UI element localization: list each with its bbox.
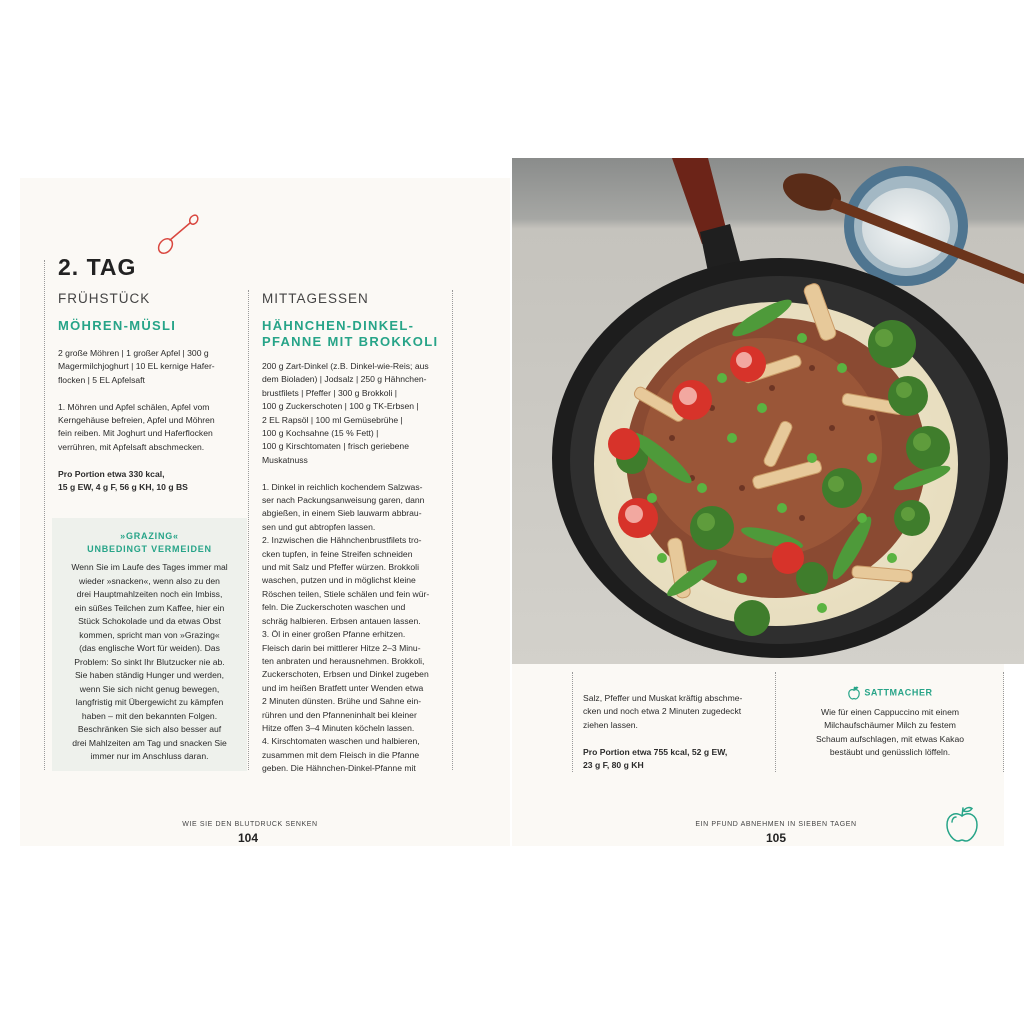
info-line: drei Hauptmahlzeiten noch ein Imbiss, [76,589,223,599]
breakfast-label: FRÜHSTÜCK [58,291,151,306]
apple-icon [944,805,980,843]
page-number: 105 [765,831,787,845]
ingredients-line: flocken | 5 EL Apfelsaft [58,374,145,385]
column-rule [1003,672,1004,772]
step-line: 4. Kirschtomaten waschen und halbieren, [262,736,420,747]
sattmacher-label: SATTMACHER [864,687,933,698]
step-line: schräg halbieren. Erbsen antauen lassen. [262,615,421,626]
ingredients-line: 100 g Zuckerschoten | 100 g TK-Erbsen | [262,401,419,412]
nutrition-line: Pro Portion etwa 330 kcal, [58,468,165,479]
step-line: Röschen teilen, Stiele schälen und fein wür- [262,588,430,599]
info-line: wieder »snacken«, wenn also zu den [79,575,220,586]
step-line: cken tupfen, in feine Streifen schneiden [262,548,413,559]
step-line: Zuckerschoten, Erbsen und Dinkel zugeben [262,669,429,680]
nutrition-line: Pro Portion etwa 755 kcal, 52 g EW, [583,746,728,757]
step-line: ten anbraten und herausnehmen. Brokkoli, [262,655,425,666]
step-line: waschen, putzen und in möglichst kleine [262,575,416,586]
info-line: Beschränken Sie sich also besser auf [77,724,222,734]
step-line: ziehen lassen. [583,719,638,730]
info-line: drei Mahlzeiten am Tag und snacken Sie [72,737,227,748]
step-line: Salz, Pfeffer und Muskat kräftig abschme- [583,693,743,703]
recipe-continued [583,692,768,772]
step-line: sen und gut abtropfen lassen. [262,521,376,532]
step-line: cken und noch etwa 2 Minuten zugedeckt [583,706,742,717]
nutrition-line: 23 g F, 80 g KH [583,760,644,771]
step-line: geben. Die Hähnchen-Dinkel-Pfanne mit [262,763,416,774]
column-rule [452,290,453,770]
step-line: rühren und den Pfanneninhalt bei kleiner [262,709,417,720]
step-line: und im heißen Bratfett unter Wenden etwa [262,682,424,693]
nutrition-line: 15 g EW, 4 g F, 56 g KH, 10 g BS [58,482,188,493]
lunch-title-line: HÄHNCHEN-DINKEL- [262,318,415,333]
lunch-title-line: PFANNE MIT BROKKOLI [262,334,439,349]
apple-icon [847,686,861,700]
info-line: haben – mit den bekannten Folgen. [81,710,218,721]
ingredients-line: Muskatnuss [262,454,308,465]
column-rule [572,672,573,772]
sattmacher-title [800,686,980,700]
step-line: verrühren, mit Apfelsaft abschmecken. [58,441,205,452]
step-line: 1. Dinkel in reichlich kochendem Salzwas- [262,481,423,492]
step-line: abgießen, in einem Sieb lauwarm abbrau- [262,508,422,519]
step-line: 2 Minuten dünsten. Brühe und Sahne ein- [262,696,422,707]
ingredients-line: 2 große Möhren | 1 großer Apfel | 300 g [58,348,209,358]
step-line: 1. Möhren und Apfel schälen, Apfel vom [58,401,210,412]
sattmacher-line: Schaum aufschlagen, mit etwas Kakao [815,733,965,744]
ingredients-line: 200 g Zart-Dinkel (z.B. Dinkel-wie-Reis; aus [262,361,429,371]
step-line: Kerngehäuse befreien, Apfel und Möhren [58,415,215,426]
ingredients-line: 100 g Kochsahne (15 % Fett) | [262,428,379,439]
food-photo [512,158,1024,664]
info-line: kommen, spricht man von »Grazing« [79,629,220,640]
running-footer: WIE SIE DEN BLUTDRUCK SENKEN [182,821,318,828]
sattmacher-line: Milchaufschäumer Milch zu festem [824,720,956,731]
step-line: 3. Öl in einer großen Pfanne erhitzen. [262,629,406,640]
breakfast-recipe-title: MÖHREN-MÜSLI [58,318,177,333]
info-line: Wenn Sie im Laufe des Tages immer mal [71,562,228,572]
step-line: feln. Die Zuckerschoten waschen und [262,602,406,613]
info-box-title [52,530,247,556]
step-line: 2. Inzwischen die Hähnchenbrustfilets tro- [262,535,422,546]
info-box-text [58,561,241,764]
ingredients-line: Magermilchjoghurt | 10 EL kernige Hafer- [58,361,215,372]
sattmacher-text [795,706,985,760]
info-line: Problem: So sinkt Ihr Blutzucker nie ab. [74,656,225,667]
info-line: immer nur im Anschluss daran. [90,751,209,761]
step-line: zusammen mit dem Fleisch in die Pfanne [262,749,420,760]
step-line: ser nach Packungsanweisung garen, dann [262,495,425,506]
lunch-recipe-title [262,318,438,350]
column-rule [248,290,249,770]
column-rule [44,260,45,770]
lunch-label: MITTAGESSEN [262,291,369,306]
column-rule [775,672,776,772]
info-line: Sie haben ständig Hunger und werden, [74,670,225,680]
ingredients-line: 100 g Kirschtomaten | frisch geriebene [262,441,409,452]
info-line: (das englische Wort für weiden). Das [79,643,220,653]
info-box-title-line: UNBEDINGT VERMEIDEN [87,544,212,554]
step-line: Hitze offen 3–4 Minuten köcheln lassen. [262,722,415,733]
ingredients-line: brustfilets | Pfeffer | 300 g Brokkoli | [262,387,398,398]
page-number: 104 [237,831,259,845]
info-line: langfristig mit Übergewicht zu kämpfen [75,697,224,707]
running-footer: EIN PFUND ABNEHMEN IN SIEBEN TAGEN [695,821,857,828]
ingredients-line: dem Bioladen) | Jodsalz | 250 g Hähnchen- [262,374,427,385]
step-line: und mit Salz und Pfeffer würzen. Brokkoli [262,562,419,573]
day-title: 2. TAG [58,254,137,280]
ingredients-line: 2 EL Rapsöl | 100 ml Gemüsebrühe | [262,414,403,425]
lunch-recipe-text [262,360,450,776]
info-line: ein süßes Teilchen zum Kaffee, hier ein [74,602,225,613]
info-box-title-line: »GRAZING« [120,531,179,541]
sattmacher-line: bestäubt und genüsslich löffeln. [829,747,951,758]
spoon-icon [155,210,203,258]
step-line: fein reiben. Mit Joghurt und Haferflocken [58,428,213,439]
sattmacher-line: Wie für einen Cappuccino mit einem [820,707,960,717]
info-line: Stück Schokolade und da etwas Obst [78,616,221,626]
step-line: Fleisch darin bei mittlerer Hitze 2–3 Minu- [262,642,421,653]
info-line: wenn Sie sich nicht genug bewegen, [79,683,220,694]
breakfast-recipe-text [58,347,243,494]
